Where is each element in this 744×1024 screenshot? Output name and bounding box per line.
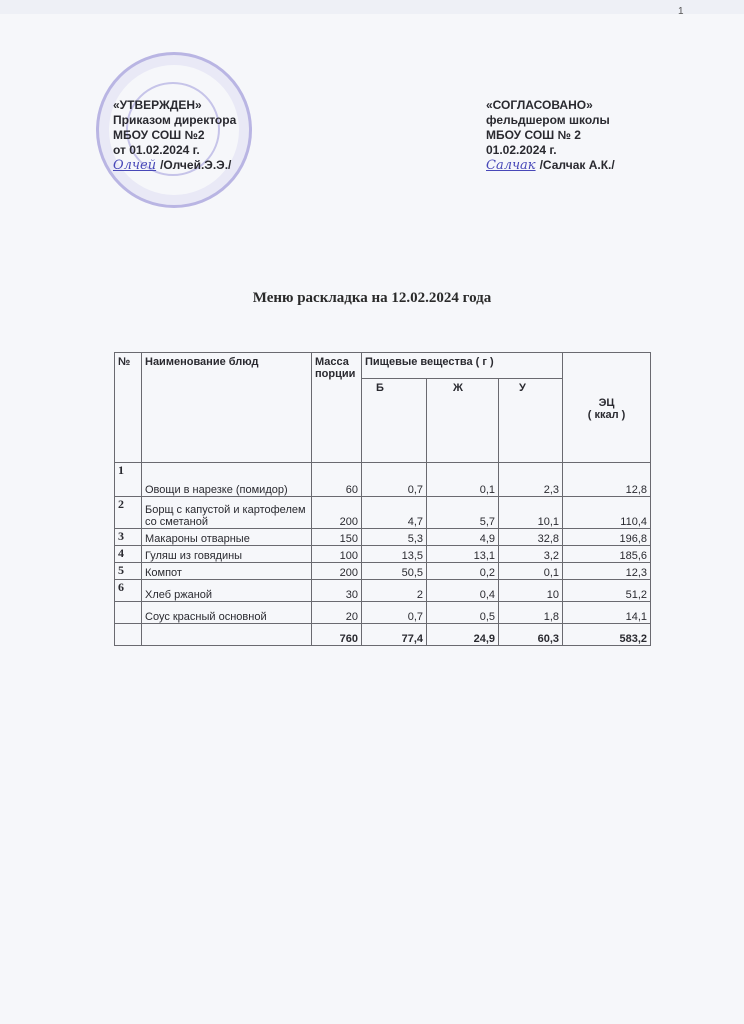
header-mass: Масса порции (312, 353, 362, 463)
row-mass: 150 (312, 529, 362, 546)
medic-signature: Салчак (486, 158, 536, 173)
row-name: Хлеб ржаной (142, 580, 312, 602)
table-row (115, 563, 651, 580)
total-energy: 583,2 (563, 624, 651, 646)
total-fat: 24,9 (427, 624, 499, 646)
row-num (115, 602, 142, 624)
table-row (115, 497, 651, 529)
header-fat: Ж (427, 379, 499, 463)
row-fat: 0,1 (427, 463, 499, 497)
approval-date: от 01.02.2024 г. (113, 143, 200, 157)
row-carbs: 3,2 (499, 546, 563, 563)
row-num: 2 (115, 497, 142, 529)
agreement-school: МБОУ СОШ № 2 (486, 128, 581, 142)
row-energy: 51,2 (563, 580, 651, 602)
row-name: Гуляш из говядины (142, 546, 312, 563)
row-mass: 60 (312, 463, 362, 497)
header-num: № (115, 353, 142, 463)
header-energy (563, 353, 651, 463)
approval-signature-line (113, 158, 236, 173)
row-carbs: 2,3 (499, 463, 563, 497)
header-energy-label: ЭЦ (598, 397, 615, 409)
total-protein: 77,4 (362, 624, 427, 646)
agreement-role: фельдшером школы (486, 113, 610, 127)
row-protein: 5,3 (362, 529, 427, 546)
header-name: Наименование блюд (142, 353, 312, 463)
header-carbs: У (499, 379, 563, 463)
header-protein: Б (362, 379, 427, 463)
row-num: 4 (115, 546, 142, 563)
approval-block (113, 98, 236, 173)
row-fat: 0,4 (427, 580, 499, 602)
total-carbs: 60,3 (499, 624, 563, 646)
table-row (115, 463, 651, 497)
row-energy: 196,8 (563, 529, 651, 546)
approval-school: МБОУ СОШ №2 (113, 128, 205, 142)
document-title: Меню раскладка на 12.02.2024 года (252, 290, 492, 306)
total-row (115, 624, 651, 646)
row-protein: 4,7 (362, 497, 427, 529)
row-energy: 12,8 (563, 463, 651, 497)
menu-table (114, 352, 651, 646)
page-mark: 1 (678, 6, 684, 17)
row-protein: 2 (362, 580, 427, 602)
agreement-date: 01.02.2024 г. (486, 143, 557, 157)
row-num: 5 (115, 563, 142, 580)
header-row (115, 353, 651, 379)
row-num: 3 (115, 529, 142, 546)
row-fat: 13,1 (427, 546, 499, 563)
row-protein: 0,7 (362, 463, 427, 497)
total-name (142, 624, 312, 646)
medic-name: /Салчак А.К./ (539, 158, 615, 172)
row-protein: 0,7 (362, 602, 427, 624)
row-name: Компот (142, 563, 312, 580)
row-mass: 20 (312, 602, 362, 624)
approval-heading: «УТВЕРЖДЕН» (113, 98, 202, 112)
row-mass: 30 (312, 580, 362, 602)
row-carbs: 1,8 (499, 602, 563, 624)
row-name: Борщ с капустой и картофелем со сметаной (142, 497, 312, 529)
table-row (115, 580, 651, 602)
table-row (115, 602, 651, 624)
table-row (115, 529, 651, 546)
row-num: 6 (115, 580, 142, 602)
total-num (115, 624, 142, 646)
table-row (115, 546, 651, 563)
director-signature: Олчей (113, 158, 157, 173)
row-num: 1 (115, 463, 142, 497)
director-name: /Олчей.Э.Э./ (160, 158, 232, 172)
agreement-block (486, 98, 615, 173)
scan-edge (0, 0, 744, 14)
row-energy: 110,4 (563, 497, 651, 529)
row-protein: 50,5 (362, 563, 427, 580)
header-energy-unit: ( ккал ) (587, 409, 626, 421)
row-carbs: 10,1 (499, 497, 563, 529)
row-fat: 0,5 (427, 602, 499, 624)
approval-order: Приказом директора (113, 113, 237, 127)
row-energy: 14,1 (563, 602, 651, 624)
row-carbs: 32,8 (499, 529, 563, 546)
row-carbs: 10 (499, 580, 563, 602)
header-nutrients: Пищевые вещества ( г ) (362, 353, 563, 379)
agreement-heading: «СОГЛАСОВАНО» (486, 98, 593, 112)
row-mass: 100 (312, 546, 362, 563)
row-mass: 200 (312, 563, 362, 580)
agreement-signature-line (486, 158, 615, 173)
row-energy: 185,6 (563, 546, 651, 563)
row-fat: 0,2 (427, 563, 499, 580)
row-energy: 12,3 (563, 563, 651, 580)
row-protein: 13,5 (362, 546, 427, 563)
row-name: Овощи в нарезке (помидор) (142, 463, 312, 497)
row-name: Соус красный основной (142, 602, 312, 624)
row-fat: 4,9 (427, 529, 499, 546)
row-mass: 200 (312, 497, 362, 529)
total-mass: 760 (312, 624, 362, 646)
row-fat: 5,7 (427, 497, 499, 529)
row-carbs: 0,1 (499, 563, 563, 580)
row-name: Макароны отварные (142, 529, 312, 546)
